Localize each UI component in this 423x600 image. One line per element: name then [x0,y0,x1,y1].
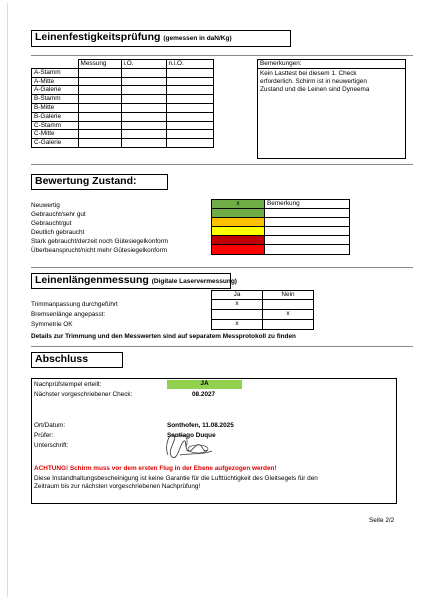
length-note: Details zur Trimmung und den Messwerten sind auf separatem Messprotokoll zu finden [31,333,296,340]
table-cell [166,121,213,130]
table-cell [78,86,121,95]
condition-label: Deutlich gebraucht [31,229,85,237]
stamp-label: Nachprüfstempel erteilt: [34,381,102,388]
condition-remark-cell [265,227,350,236]
length-cell-ja [212,309,263,319]
tester-label: Prüfer: [34,432,54,439]
divider [31,267,413,268]
table-cell [166,112,213,121]
condition-row [212,245,350,254]
next-check-value: 08.2027 [192,391,216,398]
condition-label: Gebraucht/gut [31,220,72,228]
condition-label: Neuwertig [31,202,60,209]
condition-remark-cell [265,245,350,254]
condition-label: Gebraucht/sehr gut [31,211,86,219]
column-header: n.i.O. [166,60,213,69]
section-title-conclusion [31,352,123,368]
table-row [32,77,214,86]
table-header-row [32,60,214,69]
column-header: i.O. [121,60,166,69]
section-title-line-strength [31,30,291,47]
length-row [212,299,314,309]
page-edge [7,3,8,597]
length-cell-ja: x [212,319,263,329]
length-labels [31,300,118,330]
row-label: B-Galerie [32,112,79,121]
row-label: A-Galerie [32,86,79,95]
row-label: C-Stamm [32,121,79,130]
length-table [211,290,314,330]
length-label: Bremsenlänge angepasst: [31,311,106,318]
table-cell [166,130,213,139]
table-cell [166,103,213,112]
section-title-condition [31,174,168,190]
table-cell [78,139,121,148]
remarks-box [257,59,406,159]
table-cell [78,95,121,104]
stamp-value: JA [167,380,242,389]
row-label: A-Mitte [32,77,79,86]
condition-labels [31,201,168,256]
table-row [32,121,214,130]
condition-color-cell [212,218,265,227]
remarks-header: Bemerkungen: [258,60,405,69]
conclusion-box [31,378,397,504]
table-cell [121,112,166,121]
table-cell [166,95,213,104]
section1-title: Leinenfestigkeitsprüfung [35,31,161,43]
table-cell [166,139,213,148]
condition-label: Überbeansprucht/nicht mehr Gütesiegelkonform [31,247,168,255]
condition-remark-cell: Bemerkung [265,200,350,209]
table-cell [121,103,166,112]
page-number: Seite 2/2 [369,517,395,524]
table-cell [166,68,213,77]
table-row [32,68,214,77]
condition-label: Stark gebraucht/derzeit noch Gütesiegelkonform [31,238,169,246]
row-label: A-Stamm [32,68,79,77]
length-label: Symmetrie OK [31,321,73,328]
section3-subtitle: (Digitale Laservermessung) [151,278,237,285]
table-cell [78,112,121,121]
divider [31,346,413,347]
remarks-line: Zustand und die Leinen sind Dyneema [260,86,370,93]
section1-subtitle: (gemessen in daN/Kg) [163,35,232,42]
next-check-label: Nächster vorgeschriebener Check: [34,391,133,398]
remarks-line: Kein Lasttest bei diesem 1. Check [260,70,357,77]
condition-remark-cell [265,236,350,245]
condition-row [212,236,350,245]
line-strength-table [31,59,214,148]
table-cell [121,68,166,77]
col-ja: Ja [212,291,263,300]
divider [31,55,413,56]
length-cell-ja: x [212,299,263,309]
remarks-text [258,69,405,94]
row-label: C-Galerie [32,139,79,148]
table-cell [78,77,121,86]
document-page [7,3,416,597]
table-cell [78,121,121,130]
table-row [32,86,214,95]
condition-remark-cell [265,209,350,218]
place-date-value: Sonthofen, 11.08.2025 [167,422,234,429]
table-cell [78,130,121,139]
table-corner [32,60,79,69]
condition-color-cell [212,227,265,236]
table-row [32,103,214,112]
length-cell-nein [263,299,314,309]
table-cell [121,130,166,139]
signature-icon [160,425,220,463]
signature-label: Unterschrift: [34,442,69,449]
condition-remark-cell [265,218,350,227]
table-row [32,112,214,121]
table-cell [121,86,166,95]
length-cell-nein [263,319,314,329]
condition-color-cell [212,245,265,254]
tester-value: Santiago Duque [167,432,216,439]
table-row [32,139,214,148]
disclaimer-text [34,475,318,491]
table-row [32,95,214,104]
condition-row [212,218,350,227]
table-cell [121,95,166,104]
length-row [212,319,314,329]
table-cell [166,86,213,95]
column-header: Messung [78,60,121,69]
divider [31,164,413,165]
length-label: Trimmanpassung durchgeführt [31,301,118,308]
place-date-label: Ort/Datum: [34,422,66,429]
condition-row [212,227,350,236]
row-label: B-Stamm [32,95,79,104]
condition-row [212,200,350,209]
disclaimer-line: Diese Instandhaltungsbescheinigung ist keine Garantie für die Lufttüchtigkeit des Gleitsegels für den [34,475,318,482]
section3-title: Leinenlängenmessung [35,274,149,286]
length-cell-nein: x [263,309,314,319]
warning-text: ACHTUNG! Schirm muss vor dem ersten Flug in der Ebene aufgezogen werden! [34,465,277,472]
row-label: C-Mitte [32,130,79,139]
length-header-row [212,291,314,300]
section4-title: Abschluss [35,353,89,365]
table-cell [121,77,166,86]
section-title-line-length [31,273,237,289]
row-label: B-Mitte [32,103,79,112]
table-cell [121,121,166,130]
table-cell [166,77,213,86]
condition-color-cell [212,209,265,218]
condition-color-cell [212,236,265,245]
remarks-line: erforderlich. Schirm ist in neuwertigen [260,78,367,85]
table-cell [121,139,166,148]
condition-color-cell: x [212,200,265,209]
disclaimer-line: Zeitraum bis zur nächsten vorgeschriebenen Nachprüfung! [34,483,201,490]
col-nein: Nein [263,291,314,300]
table-cell [78,68,121,77]
section2-title: Bewertung Zustand: [35,175,137,187]
table-cell [78,103,121,112]
length-row [212,309,314,319]
condition-row [212,209,350,218]
table-row [32,130,214,139]
condition-table [211,199,350,255]
